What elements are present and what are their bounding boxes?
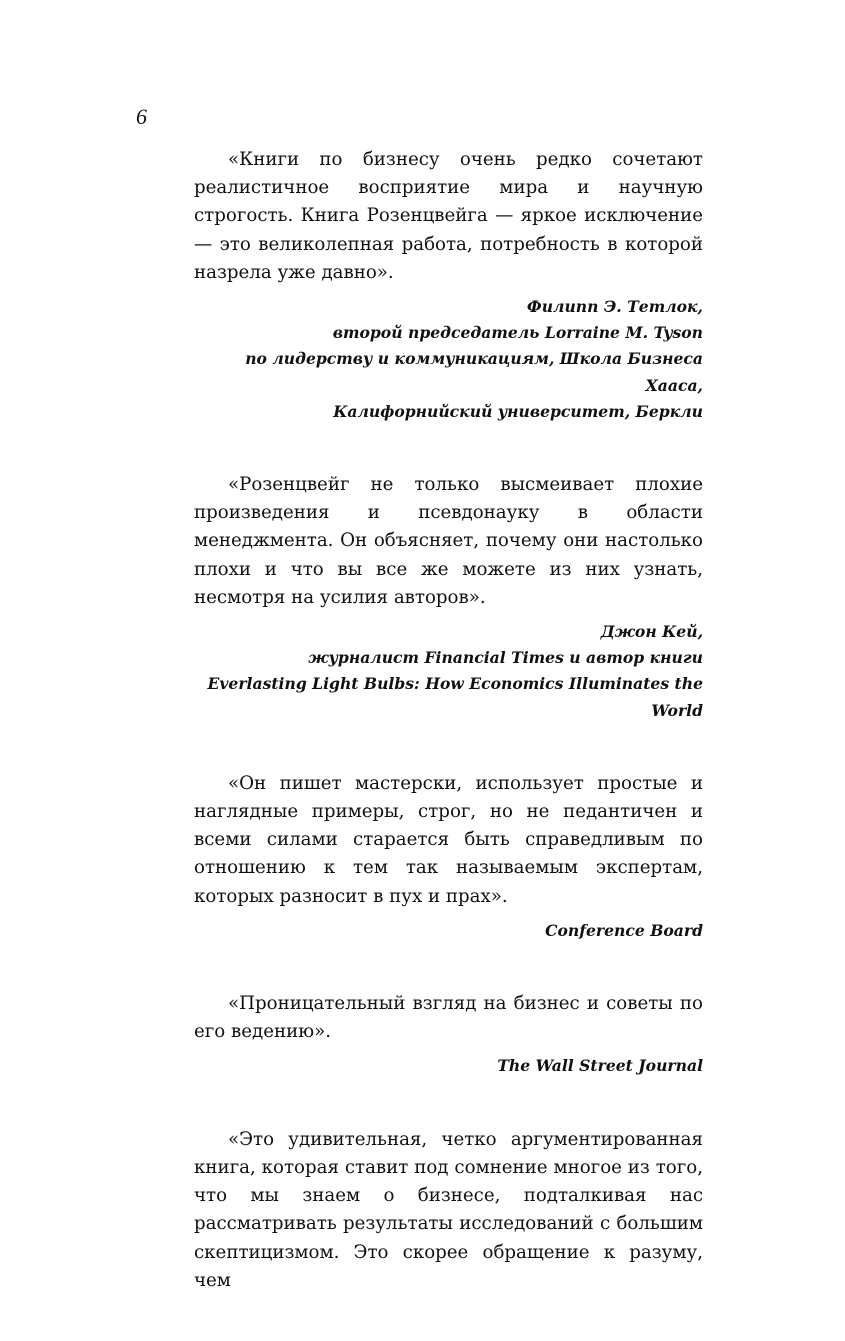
quote-conference-board xyxy=(194,770,703,944)
quotes-column xyxy=(194,146,703,1341)
attribution-line: Джон Кей, xyxy=(600,622,703,642)
attribution-line: Филипп Э. Тетлок, xyxy=(526,297,703,317)
page-number: 6 xyxy=(136,104,147,129)
quote-text: «Книги по бизнесу очень редко сочетают реалистичное восприятие мира и научную строгость. Книга Розенцвейга — яркое исключение — это великолепная работа, потребность в которой назрела уже давно». xyxy=(194,149,703,283)
quote-text: «Проницательный взгляд на бизнес и советы по его ведению». xyxy=(194,993,703,1043)
quote-attribution xyxy=(194,619,703,724)
quote-tetlock xyxy=(194,146,703,425)
attribution-line: The Wall Street Journal xyxy=(497,1056,703,1076)
quote-attribution xyxy=(194,294,703,425)
quote-attribution xyxy=(194,918,703,944)
quote-kay xyxy=(194,471,703,724)
attribution-line: Conference Board xyxy=(545,920,703,940)
quote-text: «Он пишет мастерски, использует простые и наглядные примеры, строг, но не педантичен и всеми силами старается быть справедливым по отношению к тем так называемым экспертам, которых разносит в пух и прах». xyxy=(194,772,703,907)
quote-attribution xyxy=(194,1053,703,1079)
quote-wsj xyxy=(194,990,703,1080)
attribution-line: Everlasting Light Bulbs: How Economics Illuminates the xyxy=(207,674,703,694)
attribution-line: World xyxy=(651,700,703,720)
quote-text: «Розенцвейг не только высмеивает плохие произведения и псевдонауку в области менеджмента. Он объясняет, почему они настолько плохи и что вы все же можете из них узнать, несмотря на усилия авторов». xyxy=(194,474,703,608)
attribution-line: второй председатель Lorraine M. Tyson xyxy=(332,323,703,343)
attribution-line: Калифорнийский университет, Беркли xyxy=(333,401,703,421)
quote-continued xyxy=(194,1126,703,1295)
quote-text: «Это удивительная, четко аргументированная книга, которая ставит под сомнение многое из того, что мы знаем о бизнесе, подталкивая нас рассматривать результаты исследований с большим скептицизмом. Это скорее обращение к разуму, чем xyxy=(194,1128,703,1291)
attribution-line: журналист Financial Times и автор книги xyxy=(308,648,703,668)
attribution-line: по лидерству и коммуникациям, Школа Бизнеса Хааса, xyxy=(245,349,703,395)
